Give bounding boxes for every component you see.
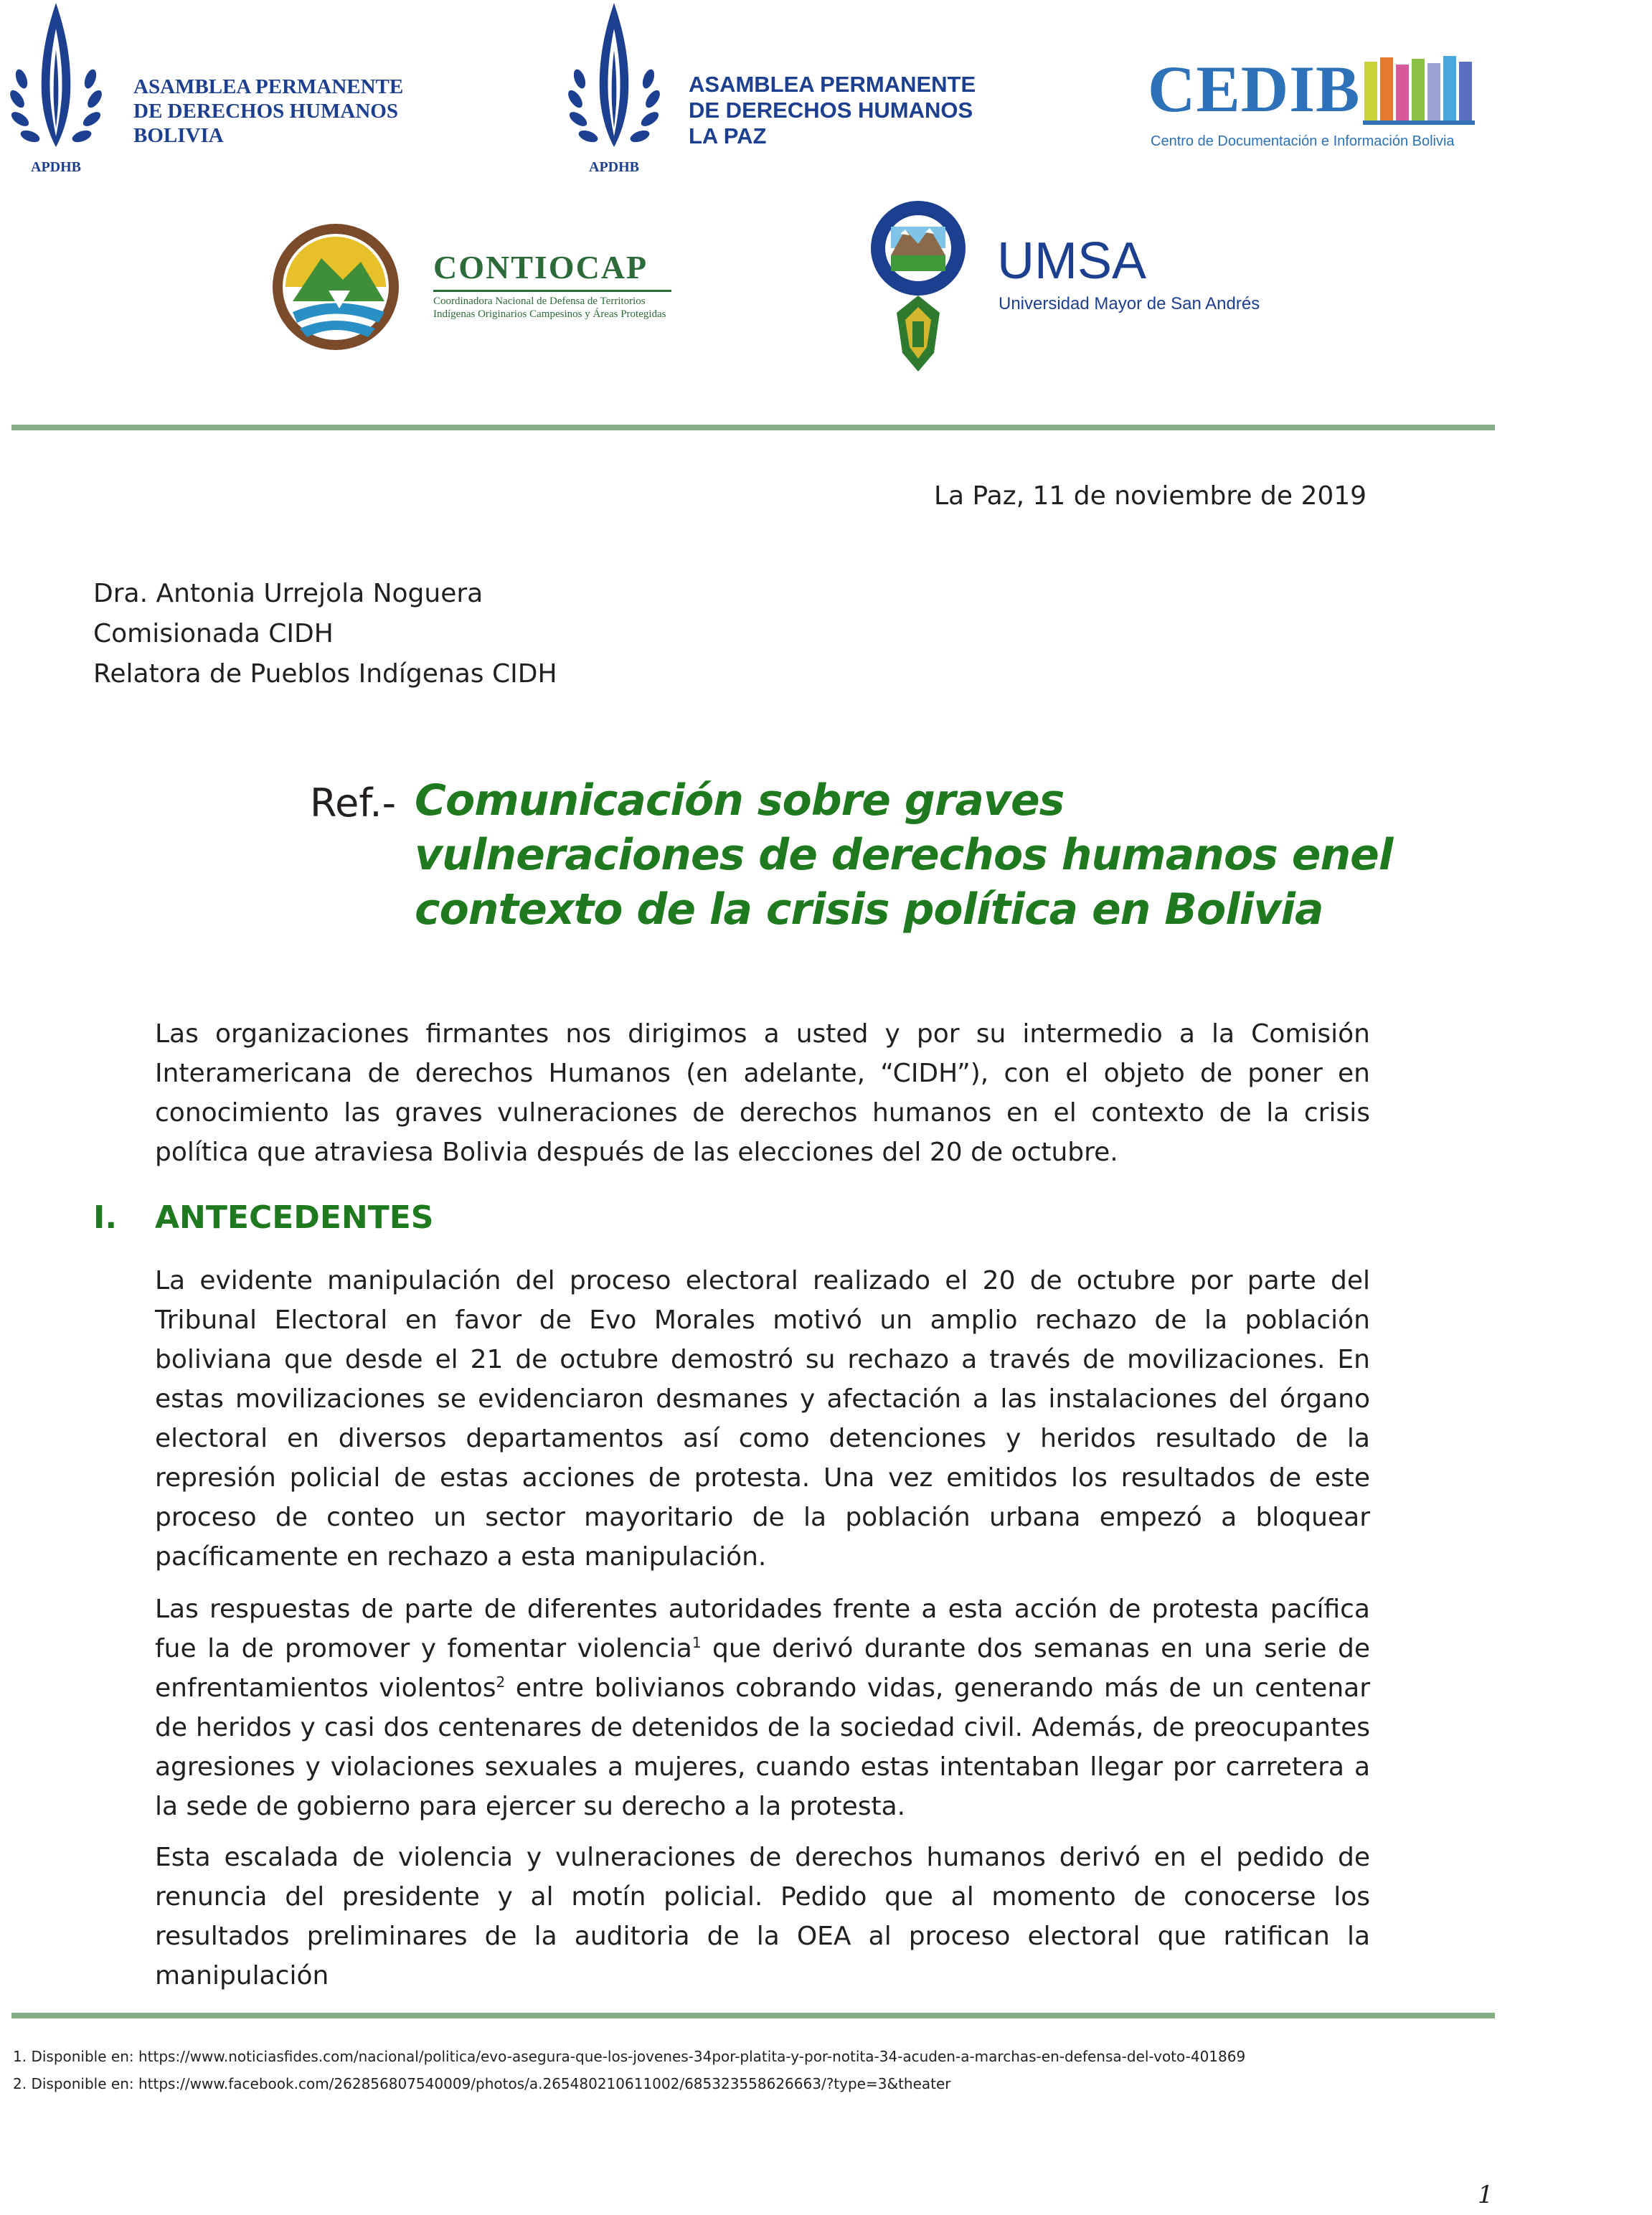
- contiocap-subtitle-2: Indígenas Originarios Campesinos y Áreas Protegidas: [433, 308, 666, 320]
- contiocap-underline: [433, 290, 671, 292]
- paragraph-2-part-c: entre bolivianos cobrando vidas, generando más de un centenar de heridos y casi dos centenares de detenidos de la sociedad civil. Además, de preocupantes agresiones y violaciones sexuales a mujeres, cuando estas intentaban llegar por carretera a la sede de gobierno para ejercer su derecho a la protesta.: [155, 1673, 1371, 1821]
- apdhb-bolivia-line-3: BOLIVIA: [133, 124, 224, 147]
- contiocap-emblem-icon: [271, 222, 400, 351]
- ref-title: [415, 773, 1392, 937]
- cedib-name: CEDIB: [1148, 52, 1361, 126]
- paragraph-2-part-a: Las respuestas de parte de diferentes autoridades frente a esta acción de protesta pacífica fue la de promover y fomentar violencia: [155, 1595, 1370, 1663]
- ref-title-line-2: vulneraciones de derechos humanos enel: [415, 830, 1393, 880]
- footnote-1: 1. Disponible en: https://www.noticiasfides.com/nacional/politica/evo-asegura-que-los-jovenes-34por-platita-y-por-notita-34-acuden-a-marchas-en-defensa-del-voto-401869: [13, 2048, 1246, 2065]
- footnote-2: 2. Disponible en: https://www.facebook.com/262856807540009/photos/a.265480210611002/685323558626663/?type=3&theater: [13, 2075, 951, 2092]
- apdhb-flame-emblem-icon: [6, 0, 106, 165]
- intro-paragraph: Las organizaciones firmantes nos dirigimos a usted y por su intermedio a la Comisión Interamericana de derechos Humanos (en adelante, “CIDH”), con el objeto de poner en conocimiento las graves vulneraciones de derechos humanos en el contexto de la crisis política que atraviesa Bolivia después de las elecciones del 20 de octubre.: [155, 1019, 1370, 1167]
- umsa-subtitle: Universidad Mayor de San Andrés: [999, 294, 1260, 313]
- umsa-name: UMSA: [997, 232, 1147, 290]
- umsa-seal-icon: [868, 184, 968, 382]
- apdhb-bolivia-name: [133, 75, 403, 148]
- letter-date: La Paz, 11 de noviembre de 2019: [934, 481, 1367, 511]
- apdhb-lapaz-logo: [564, 0, 1009, 186]
- apdhb-bolivia-line-2: DE DERECHOS HUMANOS: [133, 100, 398, 123]
- cedib-logo: [1148, 50, 1492, 158]
- recipient-title: Comisionada CIDH: [93, 619, 334, 648]
- apdhb-lapaz-flame-emblem-icon: [564, 0, 664, 165]
- section-title: ANTECEDENTES: [155, 1199, 434, 1236]
- recipient-name: Dra. Antonia Urrejola Noguera: [93, 579, 483, 608]
- footnote-divider: [11, 2013, 1495, 2018]
- section-number: I.: [93, 1199, 118, 1236]
- antecedentes-paragraph-3: Esta escalada de violencia y vulneraciones de derechos humanos derivó en el pedido de renuncia del presidente y al motín policial. Pedido que al momento de conocerse los resultados preliminares de la auditoria de la OEA al proceso electoral que ratifican la manipulación: [155, 1843, 1370, 1990]
- apdhb-bolivia-line-1: ASAMBLEA PERMANENTE: [133, 75, 404, 98]
- antecedentes-paragraph-2: [155, 1590, 1370, 1826]
- apdhb-lapaz-line-3: LA PAZ: [689, 123, 767, 148]
- apdhb-lapaz-line-2: DE DERECHOS HUMANOS: [689, 98, 973, 123]
- ref-title-line-1: Comunicación sobre graves: [415, 775, 1065, 826]
- recipient-block: [93, 574, 557, 694]
- contiocap-name: CONTIOCAP: [433, 249, 648, 285]
- paragraph-2-part-b: que derivó durante dos semanas en una serie de enfrentamientos violentos: [155, 1634, 1370, 1703]
- apdhb-lapaz-name: [689, 72, 976, 149]
- recipient-role: Relatora de Pueblos Indígenas CIDH: [93, 659, 557, 689]
- umsa-logo: [868, 184, 1298, 384]
- ref-title-line-3: contexto de la crisis política en Bolivia: [415, 884, 1323, 935]
- contiocap-subtitle-1: Coordinadora Nacional de Defensa de Territorios: [433, 296, 646, 307]
- contiocap-logo: [271, 222, 702, 359]
- apdhb-bolivia-logo: [6, 0, 450, 186]
- apdhb-mark-label: APDHB: [31, 159, 81, 175]
- ref-label: Ref.-: [310, 780, 397, 826]
- cedib-subtitle: Centro de Documentación e Información Bolivia: [1151, 133, 1455, 149]
- antecedentes-paragraph-1: La evidente manipulación del proceso electoral realizado el 20 de octubre por parte del Tribunal Electoral en favor de Evo Morales motivó un amplio rechazo de la población boliviana que desde el 21 de octubre demostró su rechazo a través de movilizaciones. En estas movilizaciones se evidenciaron desmanes y afectación a las instalaciones del órgano electoral en diversos departamentos así como detenciones y heridos resultado de la represión policial de estas acciones de protesta. Una vez emitidos los resultados de este proceso de conteo un sector mayoritario de la población urbana empezó a bloquear pacíficamente en rechazo a esta manipulación.: [155, 1266, 1370, 1572]
- apdhb-lapaz-line-1: ASAMBLEA PERMANENTE: [689, 72, 976, 97]
- apdhb-lapaz-mark-label: APDHB: [589, 159, 639, 175]
- footnote-ref-1[interactable]: 1: [692, 1634, 702, 1651]
- footnote-ref-2[interactable]: 2: [496, 1673, 506, 1691]
- header-divider: [11, 425, 1495, 430]
- page-number: 1: [1478, 2181, 1493, 2209]
- cedib-books-icon: [1363, 55, 1485, 126]
